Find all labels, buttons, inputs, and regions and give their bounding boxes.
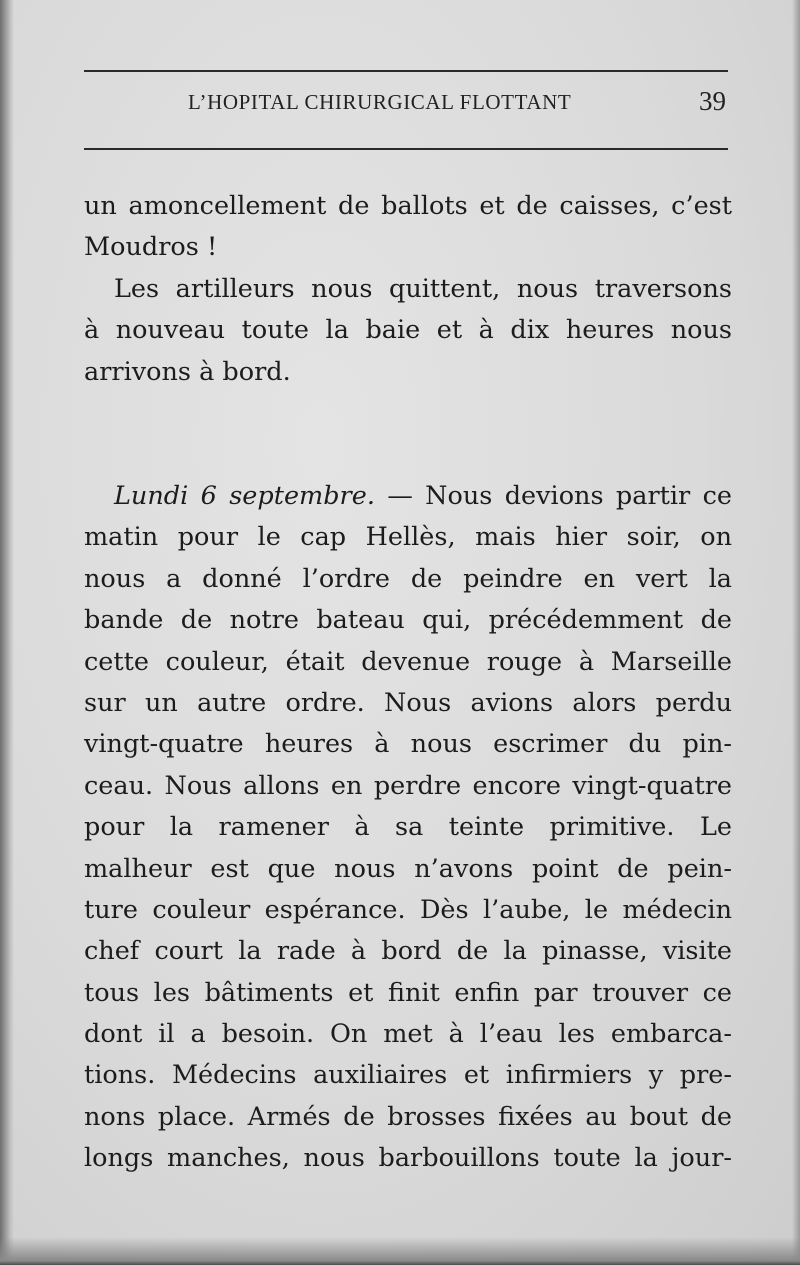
page-bottom-shadow (0, 1237, 800, 1265)
text-line: tous les bâtiments et finit enfin par trouver ce (84, 977, 732, 1008)
body-text-top (84, 186, 732, 393)
body-text-entry (84, 476, 732, 1180)
entry-first-line-rest: — Nous devions partir ce (374, 481, 732, 511)
text-line: Les artilleurs nous quittent, nous traversons (114, 273, 732, 304)
date-heading: Lundi 6 septembre. (114, 481, 375, 511)
running-title: L’HOPITAL CHIRURGICAL FLOTTANT (188, 90, 572, 114)
text-line: ceau. Nous allons en perdre encore vingt-quatre (84, 770, 732, 801)
text-line: vingt-quatre heures à nous escrimer du pin- (84, 729, 732, 760)
text-line: matin pour le cap Hellès, mais hier soir, on (84, 522, 732, 553)
page-gutter-shadow (0, 0, 14, 1265)
text-line: cette couleur, était devenue rouge à Marseille (84, 646, 732, 677)
text-line: pour la ramener à sa teinte primitive. Le (84, 812, 732, 843)
text-line: arrivons à bord. (84, 356, 291, 387)
text-line: chef court la rade à bord de la pinasse, visite (84, 936, 732, 967)
text-line: longs manches, nous barbouillons toute la jour- (84, 1143, 732, 1174)
running-head (84, 88, 728, 124)
text-line: à nouveau toute la baie et à dix heures nous (84, 315, 732, 346)
entry-first-line (84, 476, 732, 517)
text-line: bande de notre bateau qui, précédemment de (84, 605, 732, 636)
text-line: ture couleur espérance. Dès l’aube, le médecin (84, 894, 732, 925)
text-line: malheur est que nous n’avons point de pein- (84, 853, 732, 884)
page-number: 39 (699, 86, 726, 116)
text-line: dont il a besoin. On met à l’eau les embarca- (84, 1019, 732, 1050)
header-bottom-rule (84, 148, 728, 150)
page-edge-shadow (792, 0, 800, 1265)
text-line: tions. Médecins auxiliaires et infirmiers y pre- (84, 1060, 732, 1091)
text-line: Moudros ! (84, 232, 218, 263)
text-line: sur un autre ordre. Nous avions alors perdu (84, 687, 732, 718)
text-line: nous a donné l’ordre de peindre en vert la (84, 563, 732, 594)
text-line: un amoncellement de ballots et de caisses, c’est (84, 191, 732, 221)
text-line: nons place. Armés de brosses fixées au bout de (84, 1101, 732, 1132)
header-top-rule (84, 70, 728, 72)
